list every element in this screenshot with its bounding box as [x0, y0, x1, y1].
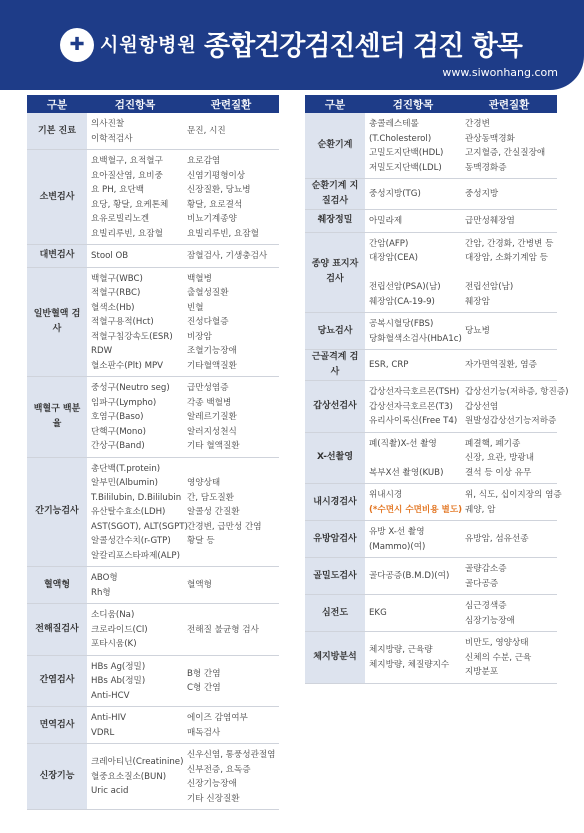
exam-item: 알칼리포스타파제(ALP)	[91, 550, 180, 561]
category-cell: 갑상선검사	[305, 381, 365, 432]
exam-item: Rh형	[91, 587, 111, 598]
disease-item: 결석 등 이상 유무	[465, 467, 532, 478]
diseases-cell	[461, 381, 569, 432]
disease-item: 백혈병	[187, 273, 212, 284]
exam-item: 혈색소(Hb)	[91, 302, 135, 313]
diseases-cell	[461, 210, 557, 232]
table-row	[27, 245, 279, 268]
disease-item: 동맥경화증	[465, 162, 507, 173]
category-cell: 순환기계 지질검사	[305, 179, 365, 209]
disease-item	[465, 266, 554, 281]
table-row	[27, 567, 279, 604]
exam-item: 소디움(Na)	[91, 610, 135, 620]
disease-item: 대장암, 소화기계암 등	[465, 253, 548, 263]
exam-item: 단핵구(Mono)	[91, 426, 146, 437]
exam-items-cell	[87, 604, 183, 655]
diseases-cell	[461, 350, 557, 380]
disease-item: 기타 신장질환	[187, 793, 240, 804]
disease-item: 원발성갑상선기능저하증	[465, 416, 557, 426]
exam-item: 갑상선자극호르몬(TSH)	[369, 387, 460, 397]
exam-item: HBs Ab(정밀)	[91, 676, 146, 686]
table-row	[27, 656, 279, 708]
disease-item: 골다공증	[465, 578, 499, 589]
disease-item: 간, 담도질환	[187, 492, 234, 503]
disease-item: 알러지성천식	[187, 426, 237, 437]
category-cell: 전해질검사	[27, 604, 87, 655]
exam-item: 유산탈수효소(LDH)	[91, 507, 166, 517]
disease-item: 매독검사	[187, 727, 221, 738]
category-cell: 대변검사	[27, 245, 87, 267]
disease-item: 신염기평형이상	[187, 170, 246, 181]
category-cell: 간염검사	[27, 656, 87, 707]
category-cell: 췌장정밀	[305, 210, 365, 232]
disease-item: 관상동맥경화	[465, 133, 515, 144]
diseases-cell	[461, 179, 557, 209]
exam-item: 의사진찰	[91, 119, 125, 129]
exam-item: RDW	[91, 346, 113, 356]
table-row	[27, 744, 279, 810]
table-row	[27, 377, 279, 458]
disease-item: 신부전증, 요독증	[187, 764, 251, 775]
exam-item: 혈중요소질소(BUN)	[91, 771, 167, 782]
exam-item: ABO형	[91, 573, 118, 583]
exam-item: 간상구(Band)	[91, 441, 145, 451]
disease-item: 비장암	[187, 331, 212, 342]
exam-items-cell	[365, 350, 461, 380]
table-row	[305, 113, 557, 179]
disease-item: 신체의 수분, 근육	[465, 652, 532, 663]
disease-item: B형 간염	[187, 668, 221, 679]
exam-item: 폐(직촬)X-선 촬영	[369, 438, 437, 449]
exam-items-cell	[87, 707, 183, 743]
disease-item: 전해질 불균형 검사	[187, 624, 259, 635]
table-row	[305, 632, 557, 684]
disease-item: 지방분포	[465, 667, 499, 677]
disease-item: 영양상태	[187, 478, 221, 488]
exam-items-cell	[87, 113, 183, 149]
exam-items-cell	[365, 113, 461, 178]
exam-item: 요백혈구, 요적혈구	[91, 156, 163, 166]
exam-items-cell	[365, 381, 461, 432]
disease-item: 유방암, 섬유선종	[465, 534, 529, 545]
header-category: 구분	[46, 98, 68, 111]
table-row	[305, 433, 557, 485]
exam-item: EKG	[369, 608, 387, 619]
exam-items-cell	[87, 377, 183, 457]
disease-item: 간암, 간경화, 간병변 등	[465, 238, 554, 249]
exam-item: 크로라이드(Cl)	[91, 624, 148, 635]
exam-item: 췌장암(CA-19-9)	[369, 296, 435, 307]
category-cell: 간기능검사	[27, 458, 87, 567]
diseases-cell	[183, 458, 279, 567]
diseases-cell	[461, 233, 557, 313]
disease-item: 중성지방	[465, 189, 499, 200]
disease-item: 잠혈검사, 기생충검사	[187, 251, 268, 261]
table-header	[305, 95, 557, 113]
diseases-cell	[461, 113, 557, 178]
disease-item: 혈액형	[187, 580, 212, 591]
exam-item: HBs Ag(정밀)	[91, 661, 146, 672]
disease-item: 알레르기질환	[187, 412, 237, 422]
disease-item: 신장, 요관, 방광내	[465, 453, 535, 463]
diseases-cell	[461, 632, 557, 683]
diseases-cell	[183, 268, 279, 377]
exam-item	[369, 451, 458, 466]
diseases-cell	[183, 245, 279, 267]
exam-item: 이학적검사	[91, 133, 133, 144]
table-row	[27, 150, 279, 245]
right-table	[305, 95, 569, 684]
exam-item: 크레아티닌(Creatinine)	[91, 757, 184, 768]
exam-items-cell	[365, 595, 461, 631]
table-row	[27, 604, 279, 656]
disease-item: 간경변	[465, 119, 490, 129]
exam-item: T.Bililubin, D.Bililubin	[91, 492, 182, 503]
table-row	[305, 484, 562, 521]
diseases-cell	[461, 521, 557, 557]
disease-item: 자가면역질환, 염증	[465, 360, 537, 371]
disease-item: 전립선암(남)	[465, 282, 514, 292]
disease-item: 갑상선염	[465, 401, 499, 412]
exam-item: 위내시경	[369, 490, 403, 500]
table-row	[305, 558, 557, 595]
page-header	[0, 0, 584, 90]
left-table	[27, 95, 279, 810]
exam-item: 체지방량, 체질량지수	[369, 659, 450, 670]
disease-item: 신장기능장애	[187, 779, 237, 789]
exam-item: 알부민(Albumin)	[91, 478, 158, 488]
exam-item: 포타시움(K)	[91, 639, 137, 649]
exam-item: 저밀도지단백(LDL)	[369, 162, 442, 173]
diseases-cell	[461, 595, 557, 631]
exam-item: AST(SGOT), ALT(SGPT)	[91, 521, 188, 532]
exam-item: 백혈구(WBC)	[91, 273, 143, 284]
exam-item: 당화혈색소검사(HbA1c)	[369, 333, 462, 344]
exam-item: 유방 X-선 촬영	[369, 527, 425, 537]
table-row	[305, 210, 557, 233]
category-cell: 종양 표지자검사	[305, 233, 365, 313]
exam-items-cell	[365, 433, 461, 484]
category-cell: 백혈구 백분율	[27, 377, 87, 457]
disease-item: 궤양, 암	[465, 504, 496, 515]
exam-items-cell	[87, 458, 188, 567]
disease-item: 급만성췌장염	[465, 216, 515, 226]
exam-item: 총단백(T.protein)	[91, 463, 161, 474]
exam-items-cell	[87, 656, 183, 707]
category-cell: 혈액형	[27, 567, 87, 603]
disease-item: 요로감염	[187, 156, 221, 166]
exam-item: Anti-HIV	[91, 713, 127, 723]
header-diseases: 관련질환	[210, 98, 252, 111]
header-category: 구분	[324, 98, 346, 111]
exam-items-cell	[365, 558, 461, 594]
disease-item: C형 간염	[187, 683, 221, 694]
exam-item: 중성지방(TG)	[369, 189, 421, 200]
exam-items-cell	[87, 150, 183, 244]
disease-item: 문진, 시진	[187, 126, 226, 137]
exam-item: 요빌리루빈, 요잠혈	[91, 228, 163, 239]
exam-item: 대장암(CEA)	[369, 253, 418, 263]
category-cell: 신장기능	[27, 744, 87, 809]
disease-item: 고지혈증, 간실질장애	[465, 148, 546, 158]
header-items: 검진항목	[114, 98, 156, 111]
disease-item: 비만도, 영양상태	[465, 638, 529, 648]
category-cell: 순환기계	[305, 113, 365, 178]
exam-items-cell	[87, 567, 183, 603]
exam-item: (Mammo)(여)	[369, 541, 426, 552]
category-cell: 기본 진료	[27, 113, 87, 149]
exam-item: 복부X선 촬영(KUB)	[369, 467, 444, 478]
table-row	[27, 458, 279, 568]
disease-item: 당뇨병	[465, 326, 490, 337]
category-cell: 유방암검사	[305, 521, 365, 557]
category-cell: 소변검사	[27, 150, 87, 244]
category-cell: 면역검사	[27, 707, 87, 743]
hospital-name: 시원항병원	[100, 34, 197, 56]
category-cell: 심전도	[305, 595, 365, 631]
disease-item: 에이즈 감염여부	[187, 713, 248, 723]
table-row	[305, 313, 557, 350]
exam-item: 적혈구용적(Hct)	[91, 317, 154, 327]
table-row	[305, 350, 557, 381]
exam-items-cell	[365, 313, 461, 349]
disease-item: 폐결핵, 폐기종	[465, 438, 521, 449]
disease-item: 알콜성 간질환	[187, 507, 240, 517]
exam-items-cell	[365, 233, 461, 313]
exam-item: (*수면시 수면비용 별도)	[369, 504, 463, 515]
table-header	[27, 95, 279, 113]
exam-item: 요유로빌리노겐	[91, 214, 150, 224]
header-diseases: 관련질환	[488, 98, 530, 111]
exam-item: (T.Cholesterol)	[369, 133, 432, 144]
exam-item: ESR, CRP	[369, 360, 409, 371]
exam-item: 요 PH, 요단백	[91, 185, 145, 195]
diseases-cell	[183, 744, 279, 809]
disease-item: 비뇨기계종양	[187, 214, 237, 224]
exam-items-cell	[87, 744, 183, 809]
page-title: 종합건강검진센터 검진 항목	[204, 31, 522, 62]
exam-items-cell	[365, 210, 461, 232]
exam-item: 혈소판수(Plt) MPV	[91, 360, 164, 371]
category-cell: 일반혈액 검사	[27, 268, 87, 377]
disease-item: 심장기능장애	[465, 615, 515, 626]
exam-item: 골다공증(B.M.D)(여)	[369, 571, 450, 582]
exam-items-cell	[87, 245, 183, 267]
diseases-cell	[183, 113, 279, 149]
disease-item: 신우신염, 통풍성관절염	[187, 750, 276, 760]
disease-item: 기타 혈액질환	[187, 441, 240, 451]
exam-item: Anti-HCV	[91, 690, 130, 701]
exam-item	[369, 266, 458, 281]
disease-item: 췌장암	[465, 296, 490, 307]
exam-items-cell	[365, 179, 461, 209]
disease-item: 황달, 요로결석	[187, 199, 243, 210]
diseases-cell	[183, 707, 279, 743]
table-row	[305, 381, 569, 433]
exam-items-cell	[87, 268, 183, 377]
disease-item: 출혈성질환	[187, 288, 229, 298]
website-url: www.siwonhang.com	[442, 66, 558, 79]
disease-item: 진성다혈증	[187, 317, 229, 327]
diseases-cell	[183, 656, 279, 707]
diseases-cell	[461, 484, 562, 520]
exam-item: 호염구(Baso)	[91, 412, 144, 422]
exam-item: Stool OB	[91, 251, 129, 261]
diseases-cell	[183, 377, 279, 457]
exam-item: 요아질산염, 요비중	[91, 170, 163, 181]
header-items: 검진항목	[392, 98, 434, 111]
diseases-cell	[461, 558, 557, 594]
diseases-cell	[183, 604, 279, 655]
table-row	[305, 233, 557, 314]
disease-item: 갑상선기능(저하증, 항진증)	[465, 387, 569, 397]
category-cell: 당뇨검사	[305, 313, 365, 349]
exam-items-cell	[365, 632, 461, 683]
diseases-cell	[461, 433, 557, 484]
disease-item: 간경변, 급만성 간염	[187, 521, 262, 532]
exam-item: VDRL	[91, 727, 115, 738]
exam-item: 알콜성간수치(r-GTP)	[91, 536, 171, 546]
exam-item: 체지방량, 근육량	[369, 645, 433, 656]
table-row	[27, 268, 279, 378]
category-cell: 근골격계 검사	[305, 350, 365, 380]
exam-items-cell	[365, 521, 461, 557]
disease-item: 위, 식도, 십이지장의 염증	[465, 490, 562, 500]
exam-item: 간암(AFP)	[369, 238, 409, 249]
table-row	[27, 113, 279, 150]
disease-item: 빈혈	[187, 302, 204, 313]
exam-item: 갑상선자극호르몬(T3)	[369, 401, 453, 412]
table-row	[305, 179, 557, 210]
exam-item: 요당, 황달, 요케톤체	[91, 199, 169, 210]
disease-item: 골량감소증	[465, 564, 507, 574]
table-row	[305, 521, 557, 558]
disease-item: 각종 백혈병	[187, 397, 232, 408]
exam-item: 적혈구침강속도(ESR)	[91, 331, 173, 342]
disease-item: 심근경색증	[465, 601, 507, 611]
exam-item: 아밀라제	[369, 216, 403, 226]
category-cell: X-선촬영	[305, 433, 365, 484]
exam-item: 고밀도지단백(HDL)	[369, 148, 444, 158]
category-cell: 체지방분석	[305, 632, 365, 683]
exam-items-cell	[365, 484, 461, 520]
exam-item: 임파구(Lympho)	[91, 397, 157, 408]
exam-item: 중성구(Neutro seg)	[91, 383, 170, 393]
table-row	[27, 707, 279, 744]
disease-item: 황달 등	[187, 536, 215, 546]
disease-item: 신장질환, 당뇨병	[187, 185, 251, 195]
table-row	[305, 595, 557, 632]
disease-item: 요빌리루빈, 요잠혈	[187, 228, 259, 239]
exam-item: 총콜레스테롤	[369, 119, 419, 129]
exam-item: 적혈구(RBC)	[91, 288, 141, 298]
disease-item: 조혈기능장애	[187, 346, 237, 356]
category-cell: 내시경검사	[305, 484, 365, 520]
diseases-cell	[183, 567, 279, 603]
diseases-cell	[183, 150, 279, 244]
disease-item: 급만성염증	[187, 383, 229, 393]
exam-item: Uric acid	[91, 786, 129, 797]
exam-item: 전립선암(PSA)(남)	[369, 282, 441, 292]
disease-item: 기타혈액질환	[187, 360, 237, 371]
diseases-cell	[461, 313, 557, 349]
category-cell: 골밀도검사	[305, 558, 365, 594]
exam-item: 유리사이록신(Free T4)	[369, 416, 458, 426]
exam-item: 공복시혈당(FBS)	[369, 319, 434, 329]
hospital-logo-icon: ✚	[60, 28, 94, 62]
